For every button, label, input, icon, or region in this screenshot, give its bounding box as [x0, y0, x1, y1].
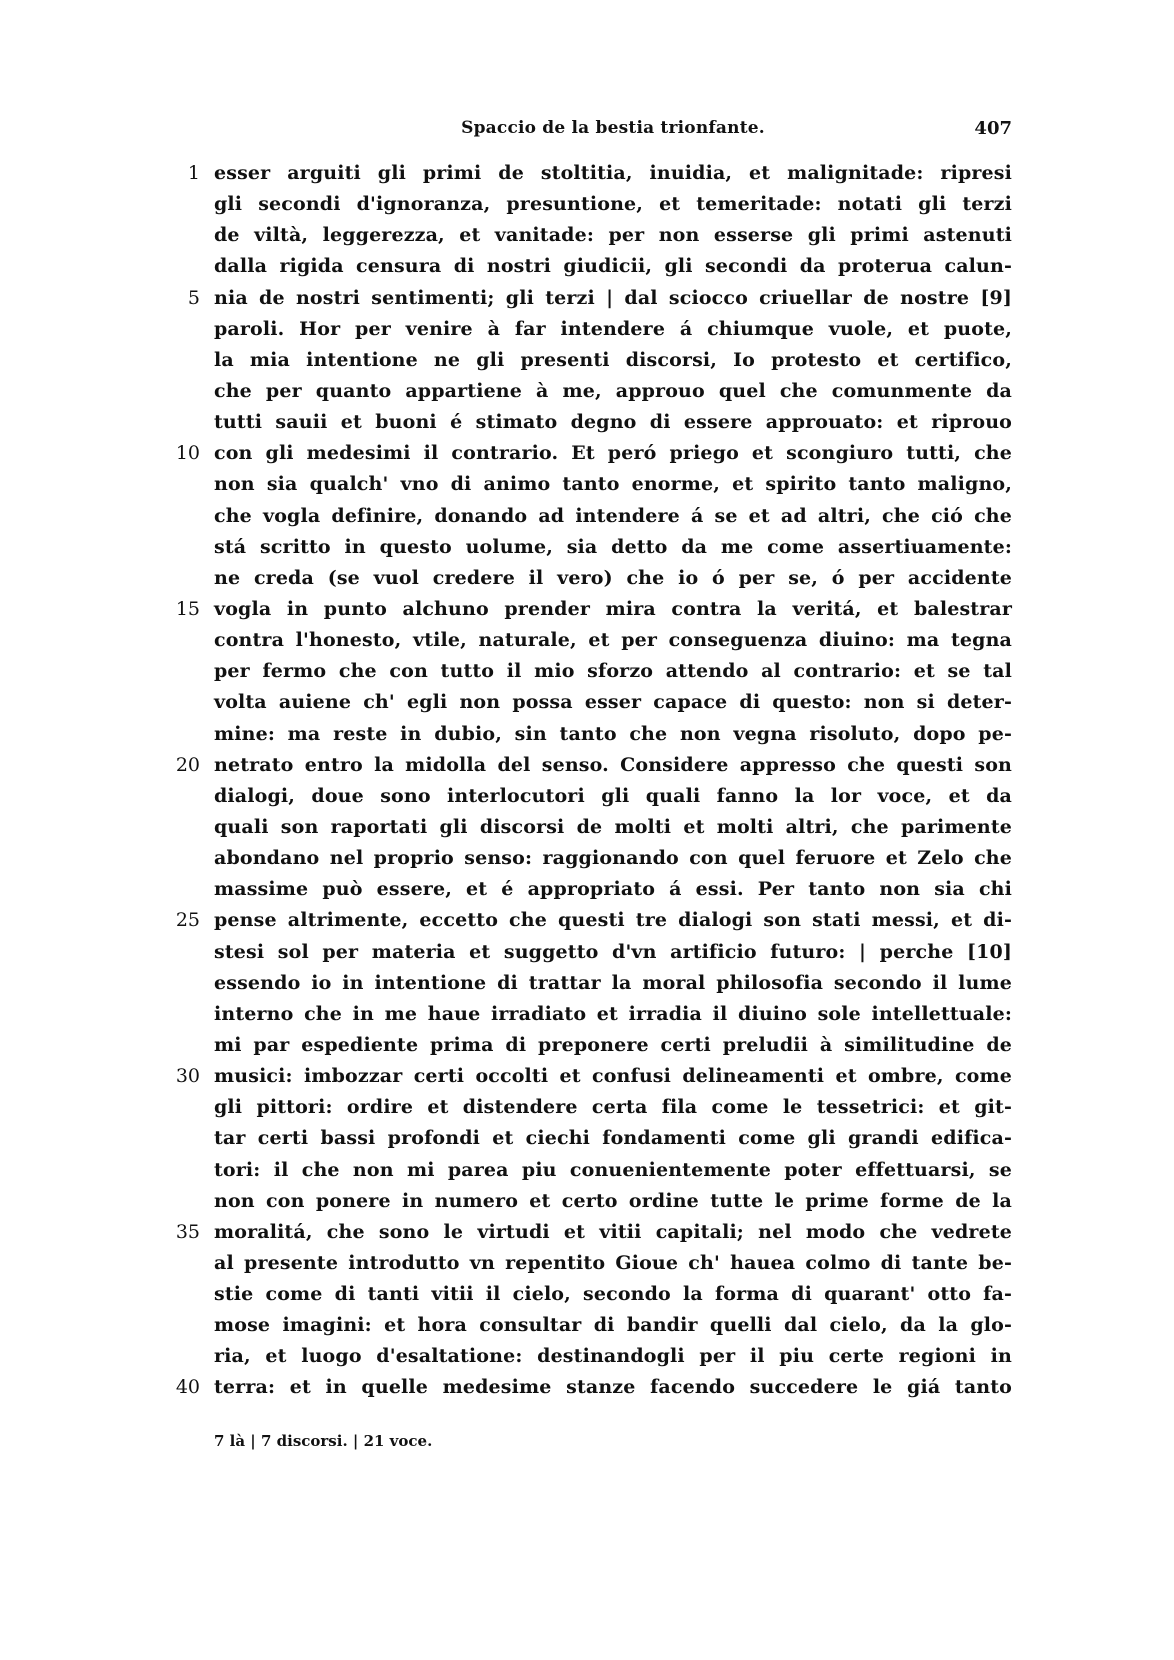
running-header — [214, 118, 1012, 148]
text-line — [160, 781, 1020, 812]
line-text: paroli. Hor per venire à far intendere á chiumque vuole, et puote, — [214, 317, 1012, 340]
line-text: mose imagini: et hora consultar di bandir quelli dal cielo, da la glo- — [214, 1314, 1012, 1337]
line-text: non sia qualch' vno di animo tanto enorme, et spirito tanto maligno, — [214, 473, 1012, 496]
line-text: tori: il che non mi parea piu conuenientemente poter effettuarsi, se — [214, 1158, 1012, 1181]
line-text: gli pittori: ordire et distendere certa fila come le tessetrici: et git- — [214, 1096, 1012, 1119]
text-line — [160, 438, 1020, 469]
line-text: essendo io in intentione di trattar la moral philosofia secondo il lume — [214, 971, 1012, 994]
line-text: quali son raportati gli discorsi de molti et molti altri, che parimente — [214, 815, 1012, 838]
text-line — [160, 1092, 1020, 1123]
line-text: dialogi, doue sono interlocutori gli quali fanno la lor voce, et da — [214, 784, 1012, 807]
text-line — [160, 1061, 1020, 1092]
text-line — [160, 314, 1020, 345]
text-line — [160, 750, 1020, 781]
line-number: 20 — [175, 753, 200, 776]
running-title: Spaccio de la bestia trionfante. — [461, 118, 765, 138]
text-line — [160, 1123, 1020, 1154]
line-text: abondano nel proprio senso: raggionando con quel feruore et Zelo che — [214, 847, 1012, 870]
text-line — [160, 999, 1020, 1030]
text-line — [160, 656, 1020, 687]
line-text: massime può essere, et é appropriato á essi. Per tanto non sia chi — [214, 878, 1012, 901]
line-number: 35 — [175, 1220, 200, 1243]
line-text: per fermo che con tutto il mio sforzo attendo al contrario: et se tal — [214, 660, 1012, 683]
line-text: che vogla definire, donando ad intendere á se et ad altri, che ció che — [214, 504, 1012, 527]
line-text: netrato entro la midolla del senso. Considere appresso che questi son — [214, 753, 1012, 776]
text-line — [160, 220, 1020, 251]
line-text: musici: imbozzar certi occolti et confusi delineamenti et ombre, come — [214, 1065, 1012, 1088]
line-text: contra l'honesto, vtile, naturale, et per conseguenza diuino: ma tegna — [214, 629, 1012, 652]
line-text: de viltà, leggerezza, et vanitade: per non esserse gli primi astenuti — [214, 224, 1012, 247]
line-text: tar certi bassi profondi et ciechi fondamenti come gli grandi edifica- — [214, 1127, 1012, 1150]
text-line — [160, 1030, 1020, 1061]
line-number: 1 — [187, 162, 200, 184]
footnote-apparatus: 7 là | 7 discorsi. | 21 voce. — [214, 1432, 433, 1450]
line-text: interno che in me haue irradiato et irradia il diuino sole intellettuale: — [214, 1002, 1012, 1025]
line-text: nia de nostri sentimenti; gli terzi | dal sciocco criuellar de nostre [9] — [214, 286, 1012, 309]
line-text: moralitá, che sono le virtudi et vitii capitali; nel modo che vedrete — [214, 1220, 1012, 1243]
line-text: non con ponere in numero et certo ordine tutte le prime forme de la — [214, 1189, 1012, 1212]
line-number: 10 — [175, 442, 200, 465]
text-line — [160, 1155, 1020, 1186]
text-line — [160, 1279, 1020, 1310]
text-line — [160, 1248, 1020, 1279]
line-text: esser arguiti gli primi de stoltitia, inuidia, et malignitade: ripresi — [214, 162, 1012, 184]
line-text: stie come di tanti vitii il cielo, secondo la forma di quarant' otto fa- — [214, 1283, 1012, 1306]
line-text: terra: et in quelle medesime stanze facendo succedere le giá tanto — [214, 1376, 1012, 1399]
line-text: con gli medesimi il contrario. Et peró priego et scongiuro tutti, che — [214, 442, 1012, 465]
line-number: 25 — [175, 909, 200, 932]
line-text: gli secondi d'ignoranza, presuntione, et temeritade: notati gli terzi — [214, 193, 1012, 216]
text-line — [160, 937, 1020, 968]
line-number: 30 — [175, 1065, 200, 1088]
line-number: 40 — [175, 1376, 200, 1399]
text-line — [160, 1372, 1020, 1403]
line-number: 15 — [175, 597, 200, 620]
text-line — [160, 843, 1020, 874]
text-line — [160, 158, 1020, 189]
line-text: pense altrimente, eccetto che questi tre dialogi son stati messi, et di- — [214, 909, 1012, 932]
line-text: stesi sol per materia et suggetto d'vn artificio futuro: | perche [10] — [214, 940, 1012, 963]
line-text: ne creda (se vuol credere il vero) che io ó per se, ó per accidente — [214, 566, 1012, 589]
text-line — [160, 968, 1020, 999]
text-line — [160, 189, 1020, 220]
text-line — [160, 501, 1020, 532]
line-text: mi par espediente prima di preponere certi preludii à similitudine de — [214, 1033, 1012, 1056]
line-text: al presente introdutto vn repentito Gioue ch' hauea colmo di tante be- — [214, 1251, 1012, 1274]
text-line — [160, 719, 1020, 750]
text-line — [160, 687, 1020, 718]
line-text: che per quanto appartiene à me, approuo quel che comunmente da — [214, 379, 1012, 402]
line-text: stá scritto in questo uolume, sia detto da me come assertiuamente: — [214, 535, 1012, 558]
line-text: dalla rigida censura di nostri giudicii, gli secondi da proterua calun- — [214, 255, 1012, 278]
text-line — [160, 1186, 1020, 1217]
line-text: mine: ma reste in dubio, sin tanto che non vegna risoluto, dopo pe- — [214, 722, 1012, 745]
text-line — [160, 874, 1020, 905]
text-line — [160, 1217, 1020, 1248]
text-line — [160, 563, 1020, 594]
text-line — [160, 283, 1020, 314]
text-line — [160, 251, 1020, 282]
line-number: 5 — [187, 286, 200, 309]
text-line — [160, 812, 1020, 843]
line-text: la mia intentione ne gli presenti discorsi, Io protesto et certifico, — [214, 348, 1012, 371]
text-line — [160, 905, 1020, 936]
line-text: volta auiene ch' egli non possa esser capace di questo: non si deter- — [214, 691, 1012, 714]
text-line — [160, 532, 1020, 563]
text-line — [160, 625, 1020, 656]
page-number: 407 — [974, 118, 1012, 139]
line-text: vogla in punto alchuno prender mira contra la veritá, et balestrar — [214, 597, 1012, 620]
text-line — [160, 594, 1020, 625]
text-line — [160, 1341, 1020, 1372]
text-line — [160, 345, 1020, 376]
text-line — [160, 1310, 1020, 1341]
text-line — [160, 407, 1020, 438]
line-text: ria, et luogo d'esaltatione: destinandogli per il piu certe regioni in — [214, 1345, 1012, 1368]
text-line — [160, 376, 1020, 407]
line-text: tutti sauii et buoni é stimato degno di essere approuato: et riprouo — [214, 411, 1012, 434]
text-line — [160, 469, 1020, 500]
body-text — [160, 158, 1020, 1404]
